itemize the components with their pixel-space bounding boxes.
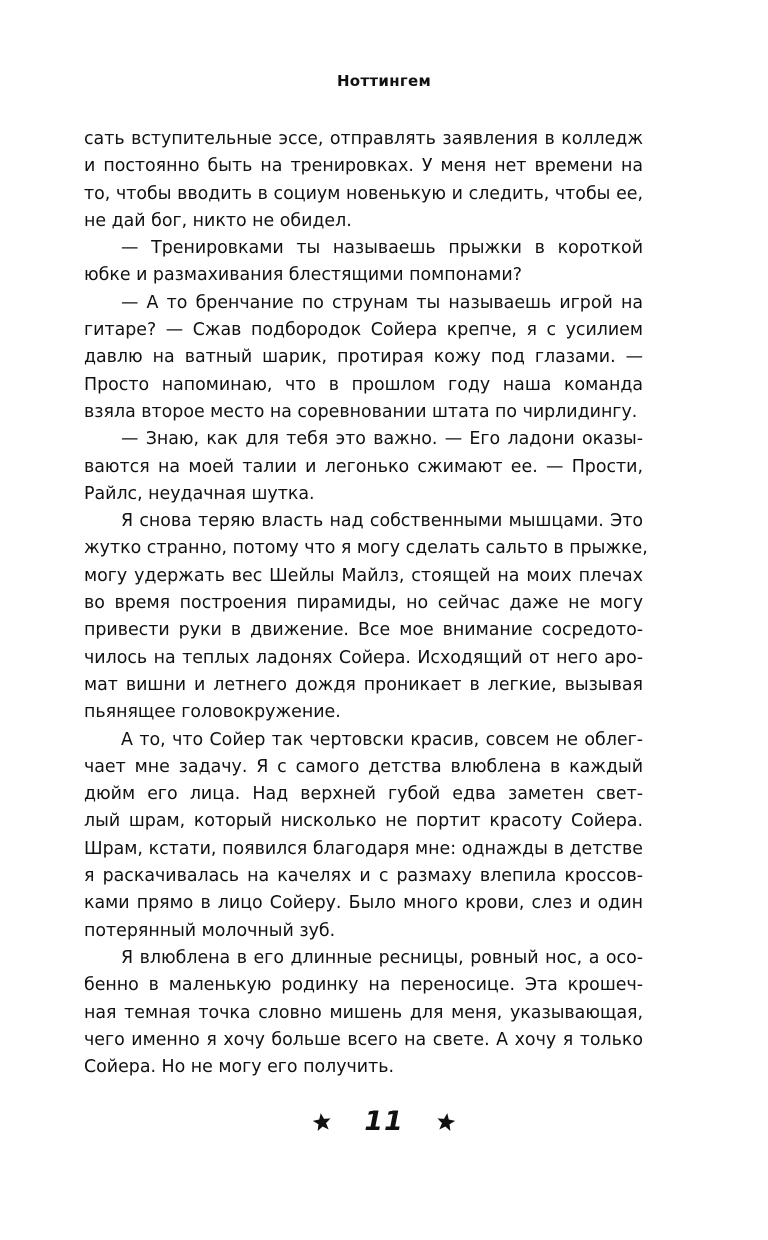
text-line: лый шрам, который нисколько не портит красоту Сойера.: [84, 811, 643, 832]
running-head: Ноттингем: [336, 72, 432, 90]
text-line: дюйм его лица. Над верхней губой едва заметен свет-: [84, 784, 643, 805]
text-line: и постоянно быть на тренировках. У меня нет времени на: [84, 156, 643, 177]
star-ornament-icon: [436, 1112, 456, 1132]
text-line: жутко странно, потому что я могу сделать сальто в прыжке,: [84, 538, 648, 559]
text-line: ная темная точка словно мишень для меня, указывающая,: [84, 1002, 643, 1023]
text-line: юбке и размахивания блестящими помпонами?: [84, 265, 522, 286]
text-line: — Тренировками ты называешь прыжки в короткой: [121, 238, 643, 259]
text-line: гитаре? — Сжав подбородок Сойера крепче, я с усилием: [84, 320, 643, 341]
text-line: привести руки в движение. Все мое внимание сосредото-: [84, 620, 643, 641]
text-line: то, чтобы вводить в социум новенькую и следить, чтобы ее,: [84, 183, 643, 204]
text-line: чего именно я хочу больше всего на свете. А хочу я только: [84, 1029, 643, 1050]
text-line: Шрам, кстати, появился благодаря мне: однажды в детстве: [84, 838, 643, 859]
body-text: [84, 126, 648, 1081]
text-line: — А то бренчание по струнам ты называешь игрой на: [121, 292, 643, 313]
text-line: сать вступительные эссе, отправлять заявления в колледж: [84, 129, 643, 149]
text-line: Сойера. Но не могу его получить.: [84, 1057, 394, 1078]
page-number: 11: [364, 1106, 404, 1137]
text-line: могу удержать вес Шейлы Майлз, стоящей на моих плечах: [84, 565, 643, 586]
text-line: Я влюблена в его длинные ресницы, ровный нос, а осо-: [121, 947, 643, 968]
text-line: — Знаю, как для тебя это важно. — Его ладони оказы-: [121, 429, 643, 450]
text-line: Просто напоминаю, что в прошлом году наша команда: [84, 374, 643, 395]
text-line: мат вишни и летнего дождя проникает в легкие, вызывая: [84, 674, 643, 695]
text-line: А то, что Сойер так чертовски красив, совсем не облег-: [121, 729, 643, 750]
text-line: не дай бог, никто не обидел.: [84, 210, 352, 231]
text-line: взяла второе место на соревновании штата по чирлидингу.: [84, 401, 638, 422]
text-line: во время построения пирамиды, но сейчас даже не могу: [84, 593, 643, 614]
page-folio: [0, 1106, 768, 1137]
text-line: чает мне задачу. Я с самого детства влюблена в каждый: [84, 756, 643, 777]
text-line: ками прямо в лицо Сойеру. Было много крови, слез и один: [84, 893, 643, 914]
text-line: ваются на моей талии и легонько сжимают ее. — Прости,: [84, 456, 643, 477]
star-ornament-icon: [312, 1112, 332, 1132]
text-line: Я снова теряю власть над собственными мышцами. Это: [121, 511, 643, 532]
text-line: потерянный молочный зуб.: [84, 920, 336, 941]
text-line: бенно в маленькую родинку на переносице. Эта крошеч-: [84, 975, 643, 996]
text-line: чилось на теплых ладонях Сойера. Исходящий от него аро-: [84, 647, 643, 668]
text-line: пьянящее головокружение.: [84, 702, 341, 723]
text-line: давлю на ватный шарик, протирая кожу под глазами. —: [84, 347, 643, 368]
text-line: Райлс, неудачная шутка.: [84, 483, 315, 504]
text-line: я раскачивалась на качелях и с размаху влепила кроссов-: [84, 866, 643, 887]
